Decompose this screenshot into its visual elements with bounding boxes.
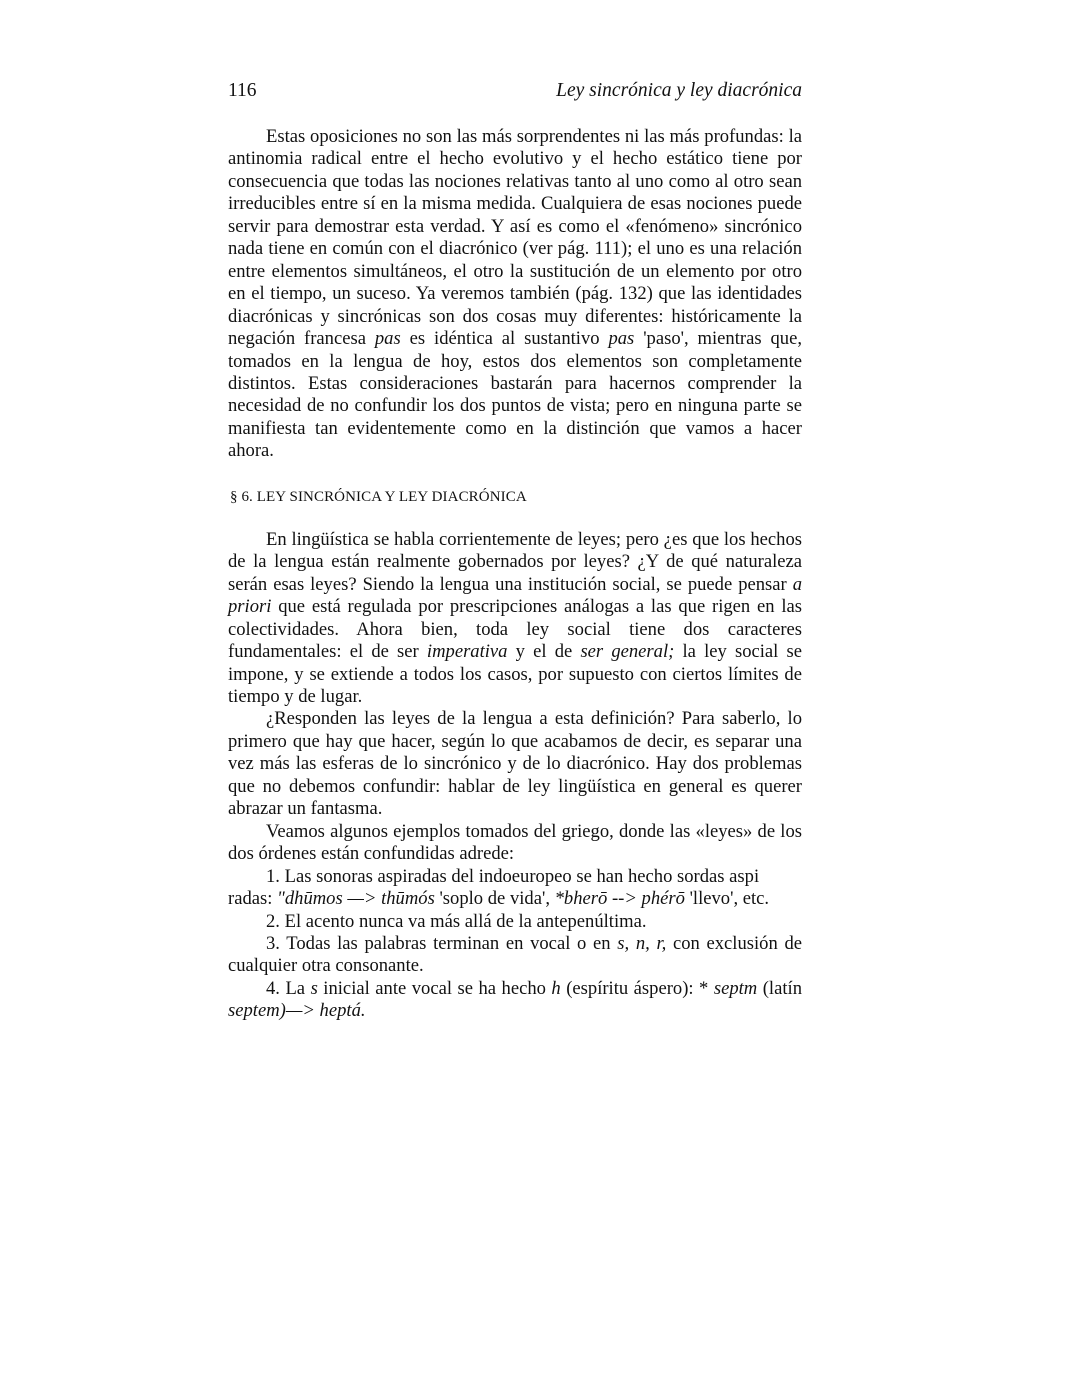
italic-term: ser general;	[580, 641, 675, 663]
italic-term: imperativa	[426, 641, 508, 663]
running-title: Ley sincrónica y ley diacrónica	[556, 80, 802, 101]
italic-term: a priori	[228, 573, 802, 618]
text-span: la ley social se impone, y se extiende a todos los casos, por supuesto con ciertos límites de tiempo y de lugar.	[228, 641, 802, 707]
text-span: La	[279, 977, 311, 999]
italic-term: septm	[713, 977, 758, 999]
text-span: 'llevo', etc.	[684, 888, 770, 910]
text-span: En lingüística se habla corrientemente de leyes; pero ¿es que los hechos de la lengua están realmente gobernados por leyes? ¿Y de qué naturaleza serán esas leyes? Siendo la lengua una institución social, se puede pensar	[228, 528, 802, 595]
list-item-2	[228, 911, 802, 933]
paragraph-examples-intro: Veamos algunos ejemplos tomados del griego, donde las «leyes» de los dos órdenes están confundidas adrede:	[228, 820, 802, 865]
italic-term: pas	[374, 328, 401, 350]
text-span: con exclusión de cualquier otra consonante.	[228, 932, 803, 977]
list-number: 2.	[266, 910, 280, 932]
text-span: (latín	[757, 977, 802, 999]
list-number: 4.	[266, 977, 280, 999]
list-item-1	[228, 866, 802, 911]
paragraph-question: ¿Responden las leyes de la lengua a esta definición? Para saberlo, lo primero que hay que hacer, según lo que acabamos de decir, es separar una vez más las esferas de lo sincrónico y de lo diacrónico. Hay dos problemas que no debemos confundir: hablar de ley lingüística en general es querer abrazar un fantasma.	[228, 708, 802, 820]
paragraph-oppositions	[228, 126, 802, 463]
list-number: 1.	[266, 865, 280, 887]
text-span: que está regulada por prescripciones análogas a las que rigen en las colectividades. Ahora bien, toda ley social tiene dos caracteres fundamentales: el de ser	[228, 596, 802, 663]
text-span: y el de	[507, 641, 581, 663]
italic-term: h	[551, 977, 561, 999]
italic-term: *bherō --> phérō	[554, 888, 685, 910]
list-item-3	[228, 933, 802, 978]
text-span: inicial ante vocal se ha hecho	[317, 977, 552, 999]
text-span: Estas oposiciones no son las más sorprendentes ni las más profundas: la antinomia radical entre el hecho evolutivo y el hecho estático tiene por consecuencia que todas las nociones relativas tanto al uno como al otro sean irreducibles entre sí en la misma medida. Cualquiera de esas nociones puede servir para demostrar esta verdad. Y así es como el «fenómeno» sincrónico nada tiene en común con el diacrónico (ver pág. 111); el uno es una relación entre elementos simultáneos, el otro la sustitución de un elemento por otro en el tiempo, un suceso. Ya veremos también (pág. 132) que las identidades diacrónicas y sincrónicas son dos cosas muy diferentes: históricamente la negación francesa	[228, 126, 802, 350]
italic-term: pas	[608, 328, 635, 350]
italic-term: "dhūmos —> thūmós	[277, 888, 435, 910]
italic-term: s	[310, 977, 318, 999]
section-heading: § 6. LEY SINCRÓNICA Y LEY DIACRÓNICA	[230, 488, 527, 505]
text-span: 'paso', mientras que, tomados en la lengua de hoy, estos dos elementos son completamente distintos. Estas consideraciones bastarán para hacernos comprender la necesidad de no confundir los dos puntos de vista; pero en ninguna parte se manifiesta tan evidentemente como en la distinción que vamos a hacer ahora.	[228, 328, 802, 462]
italic-term: s, n, r,	[617, 932, 667, 954]
list-item-4	[228, 978, 802, 1023]
page-number: 116	[228, 80, 257, 101]
text-span: El acento nunca va más allá de la antepenúltima.	[279, 910, 647, 932]
paragraph-laws	[228, 529, 802, 709]
text-span: es idéntica al sustantivo	[400, 328, 609, 350]
text-span: Las sonoras aspiradas del indoeuropeo se han hecho sordas aspi radas:	[228, 865, 760, 910]
running-header	[228, 80, 802, 108]
text-span: 'soplo de vida',	[434, 888, 555, 910]
list-number: 3.	[266, 932, 280, 954]
book-page	[228, 80, 802, 1023]
text-span: (espíritu áspero): *	[560, 977, 714, 999]
italic-term: septem)—> heptá.	[228, 1000, 366, 1022]
text-span: Todas las palabras terminan en vocal o en	[279, 932, 618, 954]
